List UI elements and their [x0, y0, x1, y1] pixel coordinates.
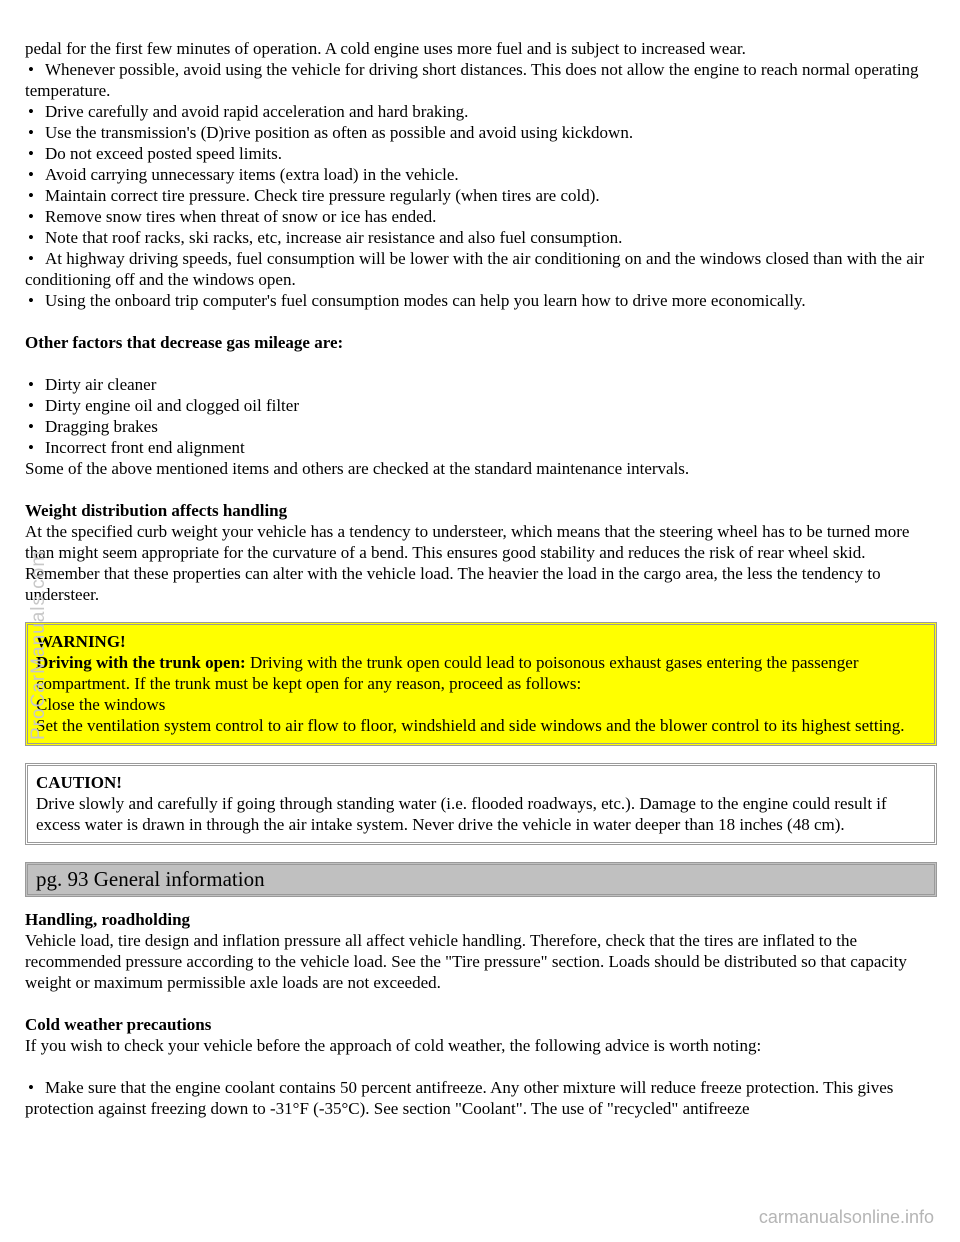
weight-heading: Weight distribution affects handling	[25, 501, 288, 520]
cold-heading: Cold weather precautions	[25, 1015, 212, 1034]
side-watermark: ProCarManuals.com	[28, 549, 49, 740]
list-item: • Drive carefully and avoid rapid acceleration and hard braking.	[25, 101, 937, 122]
maintenance-note: Some of the above mentioned items and others are checked at the standard maintenance intervals.	[25, 459, 690, 478]
list-item: • Do not exceed posted speed limits.	[25, 143, 937, 164]
list-item: • Make sure that the engine coolant contains 50 percent antifreeze. Any other mixture will reduce freeze protection. This gives protection against freezing down to -31°F (-35°C). See section "Coolant". The use of "recycled" antifreeze	[25, 1077, 937, 1119]
list-item: • Note that roof racks, ski racks, etc, increase air resistance and also fuel consumption.	[25, 227, 937, 248]
list-item: • Incorrect front end alignment	[25, 437, 937, 458]
list-item: • Using the onboard trip computer's fuel consumption modes can help you learn how to drive more economically.	[25, 290, 937, 311]
section-header: pg. 93 General information	[25, 862, 937, 897]
caution-body: Drive slowly and carefully if going through standing water (i.e. flooded roadways, etc.). Damage to the engine could result if excess water is drawn in through the air intake system. Never drive the vehicle in water deeper than 18 inches (48 cm).	[36, 794, 887, 834]
other-factors-heading: Other factors that decrease gas mileage are:	[25, 333, 344, 352]
warning-title: WARNING!	[36, 632, 126, 651]
warning-box	[25, 622, 937, 746]
economy-tips-list	[25, 59, 937, 311]
footer-watermark: carmanualsonline.info	[758, 1207, 934, 1227]
warning-body: Driving with the trunk open: Driving with the trunk open could lead to poisonous exhaust gases entering the passenger compartment. If the trunk must be kept open for any reason, proceed as follows:	[36, 653, 859, 693]
list-item: • Use the transmission's (D)rive position as often as possible and avoid using kickdown.	[25, 122, 937, 143]
list-item: • Remove snow tires when threat of snow or ice has ended.	[25, 206, 937, 227]
handling-text: Vehicle load, tire design and inflation pressure all affect vehicle handling. Therefore, check that the tires are inflated to the recommended pressure according to the vehicle load. See the "Tire pressure" section. Loads should be distributed so that capacity weight or maximum permissible axle loads are not exceeded.	[25, 931, 907, 992]
list-item: • Whenever possible, avoid using the vehicle for driving short distances. This does not allow the engine to reach normal operating temperature.	[25, 59, 937, 101]
handling-heading: Handling, roadholding	[25, 910, 191, 929]
warning-step: Set the ventilation system control to air flow to floor, windshield and side windows and the blower control to its highest setting.	[36, 716, 905, 735]
list-item: • Dirty air cleaner	[25, 374, 937, 395]
continuation-text: pedal for the first few minutes of operation. A cold engine uses more fuel and is subject to increased wear.	[25, 39, 746, 58]
warning-step: Close the windows	[36, 695, 166, 714]
cold-text: If you wish to check your vehicle before the approach of cold weather, the following advice is worth noting:	[25, 1036, 762, 1055]
list-item: • Maintain correct tire pressure. Check tire pressure regularly (when tires are cold).	[25, 185, 937, 206]
list-item: • Dragging brakes	[25, 416, 937, 437]
other-factors-list	[25, 374, 937, 458]
list-item: • At highway driving speeds, fuel consumption will be lower with the air conditioning on and the windows closed than with the air conditioning off and the windows open.	[25, 248, 937, 290]
list-item: • Avoid carrying unnecessary items (extra load) in the vehicle.	[25, 164, 937, 185]
list-item: • Dirty engine oil and clogged oil filter	[25, 395, 937, 416]
caution-box	[25, 763, 937, 845]
weight-text: At the specified curb weight your vehicle has a tendency to understeer, which means that the steering wheel has to be turned more than might seem appropriate for the curvature of a bend. This ensures good stability and reduces the risk of rear wheel skid. Remember that these properties can alter with the vehicle load. The heavier the load in the cargo area, the less the tendency to understeer.	[25, 522, 910, 604]
cold-tips-list	[25, 1077, 937, 1119]
caution-title: CAUTION!	[36, 773, 122, 792]
manual-page	[25, 38, 937, 1119]
